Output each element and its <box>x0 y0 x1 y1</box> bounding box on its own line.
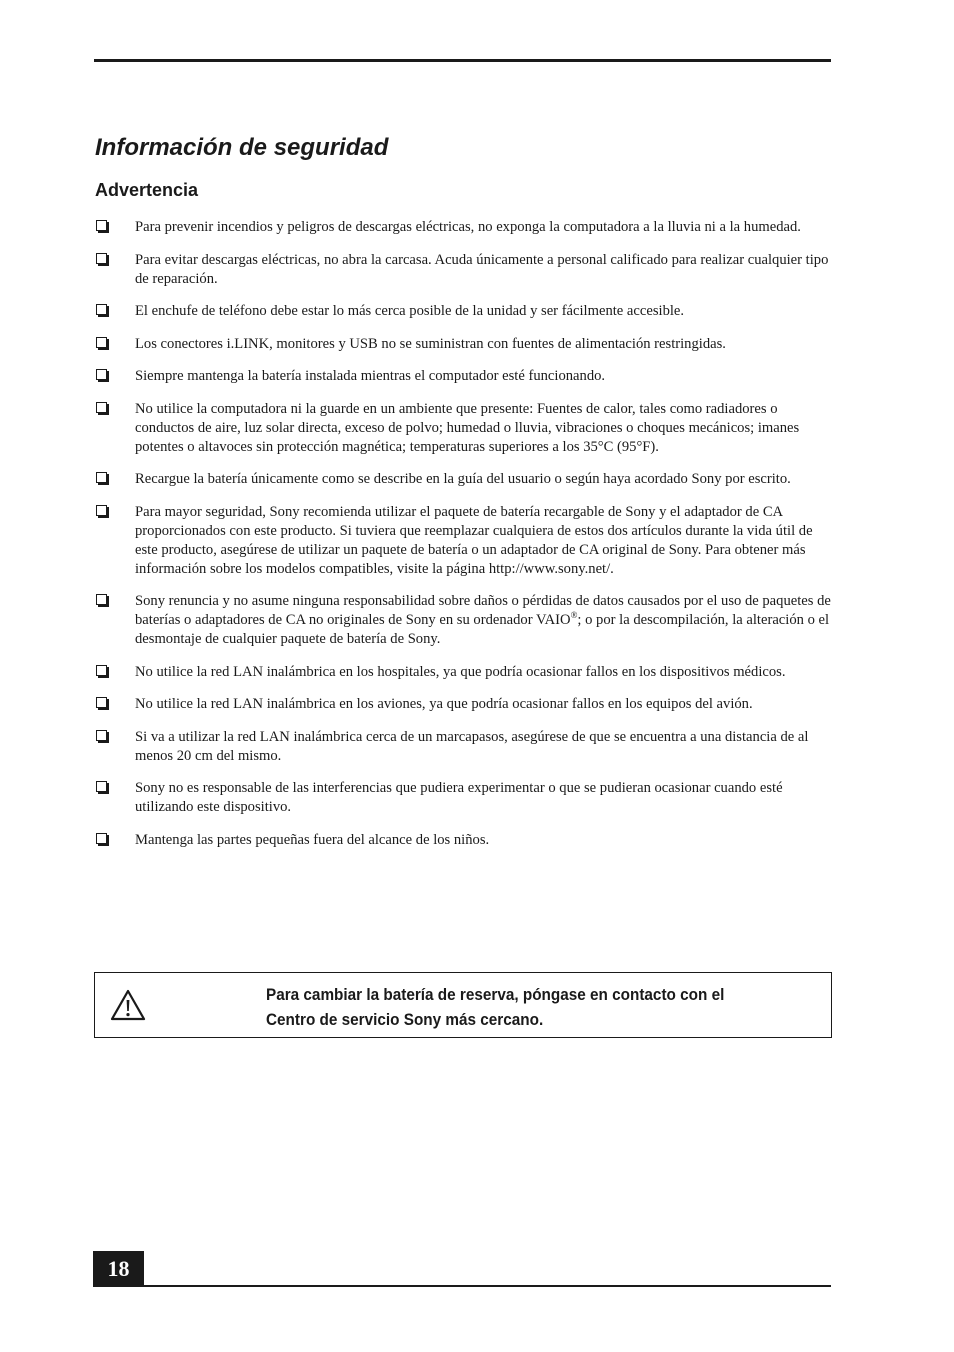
list-item <box>94 779 834 817</box>
warning-text: Para evitar descargas eléctricas, no abra la carcasa. Acuda únicamente a personal calificado para realizar cualquier tipo de reparación. <box>135 251 829 287</box>
list-item <box>94 302 834 321</box>
list-item <box>94 251 834 289</box>
list-item <box>94 503 834 579</box>
warning-text: Para mayor seguridad, Sony recomienda utilizar el paquete de batería recargable de Sony y el adaptador de CA proporcionados con este producto. Si tuviera que reemplazar cualquiera de estos dos artículos durante la vida útil de este producto, asegúrese de utilizar un paquete de batería o un adaptador de CA original de Sony. Para obtener más información sobre los modelos compatibles, visite la página http://www.sony.net/. <box>135 503 813 577</box>
checkbox-bullet-icon <box>96 833 107 844</box>
checkbox-bullet-icon <box>96 505 107 516</box>
list-item <box>94 335 834 354</box>
warning-text: No utilice la red LAN inalámbrica en los aviones, ya que podría ocasionar fallos en los equipos del avión. <box>135 696 753 712</box>
checkbox-bullet-icon <box>96 781 107 792</box>
list-item <box>94 400 834 457</box>
checkbox-bullet-icon <box>96 402 107 413</box>
checkbox-bullet-icon <box>96 369 107 380</box>
checkbox-bullet-icon <box>96 594 107 605</box>
warning-list <box>94 218 834 863</box>
warning-text: Mantenga las partes pequeñas fuera del alcance de los niños. <box>135 831 490 848</box>
checkbox-bullet-icon <box>96 472 107 483</box>
checkbox-bullet-icon <box>96 697 107 708</box>
warning-text: Sony no es responsable de las interferencias que pudiera experimentar o que se pudieran ocasionar cuando esté utilizando este dispositivo. <box>135 780 783 815</box>
page-title: Información de seguridad <box>95 134 389 161</box>
list-item <box>94 592 834 649</box>
footer-rule <box>93 1285 831 1287</box>
warning-text: El enchufe de teléfono debe estar lo más cerca posible de la unidad y ser fácilmente accesible. <box>135 303 685 319</box>
list-item <box>94 367 834 386</box>
warning-text: Sony renuncia y no asume ninguna responsabilidad sobre daños o pérdidas de datos causados por el uso de paquetes de baterías o adaptadores de CA no originales de Sony en su ordenador VAIO®; o por la descompilación, la alteración o el desmontaje de cualquier paquete de batería de Sony. <box>135 593 831 647</box>
list-item <box>94 218 834 237</box>
checkbox-bullet-icon <box>96 304 107 315</box>
warning-text: Los conectores i.LINK, monitores y USB no se suministran con fuentes de alimentación restringidas. <box>135 335 726 352</box>
warning-text: No utilice la red LAN inalámbrica en los hospitales, ya que podría ocasionar fallos en los dispositivos médicos. <box>135 663 786 680</box>
section-heading: Advertencia <box>95 180 199 200</box>
warning-text: Si va a utilizar la red LAN inalámbrica cerca de un marcapasos, asegúrese de que se encuentra a una distancia de al menos 20 cm del mismo. <box>135 728 809 764</box>
checkbox-bullet-icon <box>96 253 107 264</box>
list-item <box>94 831 834 850</box>
list-item <box>94 728 834 766</box>
list-item <box>94 663 834 682</box>
checkbox-bullet-icon <box>96 337 107 348</box>
warning-text: Recargue la batería únicamente como se describe en la guía del usuario o según haya acordado Sony por escrito. <box>135 471 791 487</box>
checkbox-bullet-icon <box>96 665 107 676</box>
warning-text: No utilice la computadora ni la guarde en un ambiente que presente: Fuentes de calor, tales como radiadores o conductos de aire, luz solar directa, exceso de polvo; humedad o lluvia, vibraciones o choques mecánicos; imanes potentes o altavoces sin protección magnética; temperaturas superiores a los 35°C (95°F). <box>135 400 800 455</box>
caution-text: Para cambiar la batería de reserva, póngase en contacto con el Centro de servicio Sony más cercano. <box>266 985 725 1029</box>
caution-box <box>94 972 832 1038</box>
warning-text: Para prevenir incendios y peligros de descargas eléctricas, no exponga la computadora a la lluvia ni a la humedad. <box>135 219 801 235</box>
checkbox-bullet-icon <box>96 730 107 741</box>
header-rule <box>94 59 831 62</box>
warning-text: Siempre mantenga la batería instalada mientras el computador esté funcionando. <box>135 368 606 384</box>
checkbox-bullet-icon <box>96 220 107 231</box>
page-number: 18 <box>93 1251 144 1287</box>
list-item <box>94 695 834 714</box>
list-item <box>94 470 834 489</box>
warning-triangle-icon <box>110 989 146 1021</box>
